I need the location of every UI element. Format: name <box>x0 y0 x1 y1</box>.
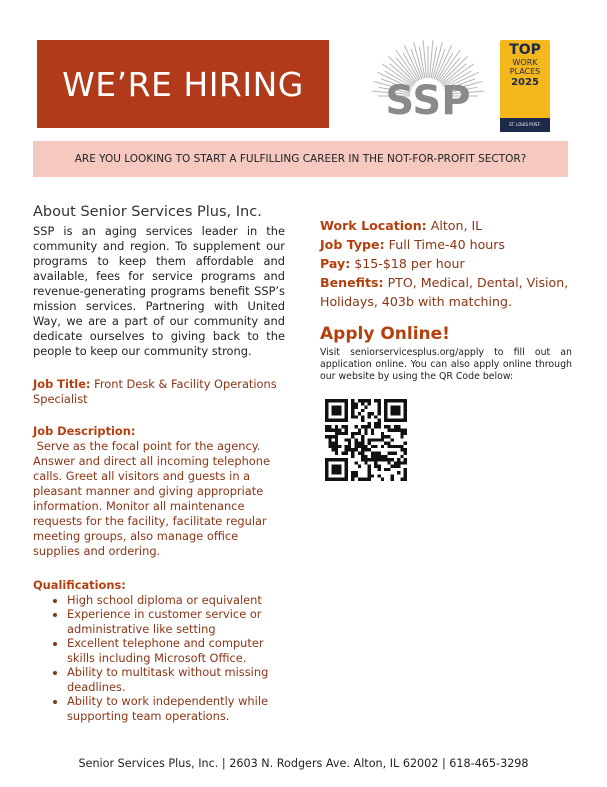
work-location-value: Alton, IL <box>430 218 483 233</box>
job-title-label: Job Title: <box>33 377 91 391</box>
about-title: About Senior Services Plus, Inc. <box>33 204 262 220</box>
ssp-logo <box>362 38 492 134</box>
badge-footer: ST. LOUIS POST-DISPATCH <box>500 118 550 132</box>
job-title-section <box>33 377 285 407</box>
list-item: • Excellent telephone and computer skills including Microsoft Office. <box>67 636 293 665</box>
benefits-label: Benefits: <box>320 275 384 290</box>
benefits-value: PTO, Medical, Dental, Vision, Holidays, 403b with matching. <box>320 275 569 309</box>
pay-value: $15-$18 per hour <box>354 256 465 271</box>
list-item: • Ability to multitask without missing deadlines. <box>67 665 293 694</box>
hiring-banner <box>37 40 329 128</box>
pay-label: Pay: <box>320 256 351 271</box>
footer-contact: Senior Services Plus, Inc. | 2603 N. Rodgers Ave. Alton, IL 62002 | 618-465-3298 <box>78 757 529 770</box>
job-type-label: Job Type: <box>320 237 385 252</box>
badge-places: PLACES <box>509 67 541 76</box>
list-item: • High school diploma or equivalent <box>67 593 293 608</box>
pay-row <box>320 254 575 273</box>
apply-body: Visit seniorservicesplus.org/apply to fill out an application online. You can also apply online through our website by using the QR Code below: <box>320 347 572 382</box>
about-body: SSP is an aging services leader in the community and region. To supplement our programs to keep them affordable and available, fees for service programs and revenue-generating programs benefit SSP’s mission services. Partnering with United Way, we are a part of our community and dedicate ourselves to giving back to the people to keep our community strong. <box>33 224 285 358</box>
job-description-section <box>33 424 285 559</box>
qualifications-section <box>33 578 293 723</box>
job-title-value: Front Desk & Facility Operations Specialist <box>33 377 277 406</box>
banner-text: WE’RE HIRING <box>62 64 304 104</box>
job-description-value: Serve as the focal point for the agency. Answer and direct all incoming telephone calls. Greet all visitors and guests in a pleasant manner and giving appropriate information. Monitor all maintenance requests for the facility, facilitate regular meeting groups, also manage office supplies and ordering. <box>33 439 274 558</box>
qualifications-label: Qualifications: <box>33 578 126 592</box>
job-type-row <box>320 235 575 254</box>
qr-code[interactable] <box>325 399 407 481</box>
benefits-row <box>320 273 575 311</box>
ssp-logo-text: SSP <box>385 78 471 124</box>
list-item: • Ability to work independently while supporting team operations. <box>67 694 293 723</box>
job-details <box>320 216 575 311</box>
top-workplaces-badge <box>500 40 550 141</box>
question-banner <box>33 141 568 177</box>
badge-top: TOP <box>509 42 541 58</box>
badge-work: WORK <box>512 58 538 67</box>
list-item: • Experience in customer service or administrative like setting <box>67 607 293 636</box>
badge-year: 2025 <box>511 77 539 88</box>
question-text: ARE YOU LOOKING TO START A FULFILLING CAREER IN THE NOT-FOR-PROFIT SECTOR? <box>74 153 527 165</box>
job-description-label: Job Description: <box>33 424 136 438</box>
apply-heading: Apply Online! <box>320 324 450 344</box>
work-location-label: Work Location: <box>320 218 427 233</box>
work-location-row <box>320 216 575 235</box>
job-type-value: Full Time-40 hours <box>388 237 505 252</box>
qualifications-list <box>33 593 293 724</box>
